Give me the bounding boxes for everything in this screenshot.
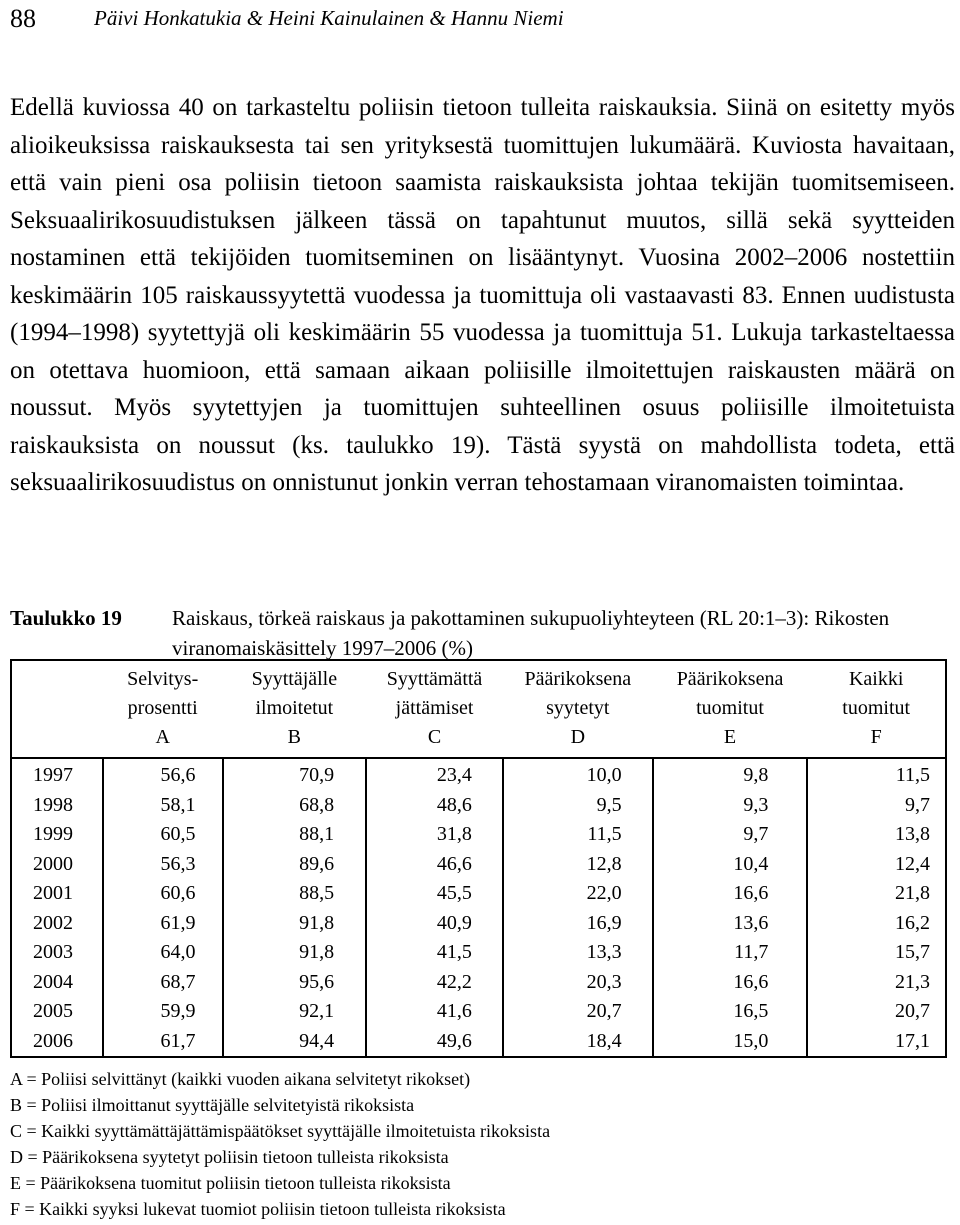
column-header-a-line1: Selvitys- (127, 668, 199, 690)
column-header-d-line2: syytetyt (546, 697, 610, 719)
year-cell: 1999 (33, 823, 73, 846)
column-header-a-line2: prosentti (127, 697, 198, 719)
value-cell-a: 68,7 (103, 968, 223, 998)
value-cell-d: 20,7 (503, 997, 653, 1027)
value-cell-c: 49,6 (366, 1027, 503, 1058)
value-cell-a: 58,1 (103, 791, 223, 821)
column-header-f-line2: tuomitut (842, 697, 911, 719)
value-cell-b: 91,8 (223, 909, 367, 939)
table-row (11, 791, 946, 821)
value-cell-f: 20,7 (895, 1000, 930, 1023)
column-header-e-line2: tuomitut (696, 697, 764, 719)
header-row-letters (11, 723, 946, 758)
table-label: Taulukko 19 (10, 606, 122, 630)
value-cell-d: 22,0 (503, 879, 653, 909)
value-cell-d: 11,5 (503, 820, 653, 850)
value-cell-d: 12,8 (503, 850, 653, 880)
value-cell-c: 41,5 (366, 938, 503, 968)
value-cell-e: 16,6 (653, 968, 808, 998)
value-cell-f: 11,5 (895, 764, 930, 787)
table-row (11, 1027, 946, 1058)
year-cell: 2003 (33, 941, 73, 964)
column-header-b-line1: Syyttäjälle (251, 668, 338, 690)
value-cell-e: 9,7 (653, 820, 808, 850)
value-cell-a: 64,0 (103, 938, 223, 968)
value-cell-b: 94,4 (223, 1027, 367, 1058)
year-cell: 2006 (33, 1029, 73, 1052)
value-cell-c: 46,6 (366, 850, 503, 880)
column-letter-a: A (103, 723, 223, 758)
value-cell-b: 68,8 (223, 791, 367, 821)
table-row (11, 938, 946, 968)
value-cell-f: 16,2 (895, 911, 930, 934)
value-cell-f: 13,8 (895, 823, 930, 846)
value-cell-a: 56,6 (103, 758, 223, 791)
column-header-e-line1: Päärikoksena (676, 668, 784, 690)
value-cell-c: 42,2 (366, 968, 503, 998)
value-cell-d: 18,4 (503, 1027, 653, 1058)
value-cell-b: 88,5 (223, 879, 367, 909)
value-cell-f: 15,7 (895, 941, 930, 964)
value-cell-c: 23,4 (366, 758, 503, 791)
table-notes (10, 1066, 550, 1222)
value-cell-d: 13,3 (503, 938, 653, 968)
value-cell-d: 16,9 (503, 909, 653, 939)
column-header-c-line2: jättämiset (395, 697, 474, 719)
header-row-line2 (11, 694, 946, 723)
value-cell-b: 95,6 (223, 968, 367, 998)
note-d: D = Päärikoksena syytetyt poliisin tietoon tulleista rikoksista (10, 1147, 449, 1167)
column-letter-b: B (223, 723, 367, 758)
value-cell-c: 31,8 (366, 820, 503, 850)
value-cell-e: 15,0 (653, 1027, 808, 1058)
table-row (11, 758, 946, 791)
value-cell-c: 40,9 (366, 909, 503, 939)
value-cell-b: 88,1 (223, 820, 367, 850)
value-cell-f: 12,4 (895, 852, 930, 875)
table-title: Raiskaus, törkeä raiskaus ja pakottaminen sukupuoliyhteyteen (RL 20:1–3): Rikosten viranomaiskäsittely 1997–2006 (%) (172, 606, 890, 660)
corner-cell (11, 723, 103, 758)
value-cell-e: 13,6 (653, 909, 808, 939)
value-cell-c: 41,6 (366, 997, 503, 1027)
year-cell: 2001 (33, 882, 73, 905)
value-cell-c: 45,5 (366, 879, 503, 909)
value-cell-e: 9,3 (653, 791, 808, 821)
column-header-c-line1: Syyttämättä (386, 668, 483, 690)
value-cell-f: 21,8 (895, 882, 930, 905)
year-cell: 2004 (33, 970, 73, 993)
table-body (11, 758, 946, 1057)
column-header-b-line2: ilmoitetut (255, 697, 334, 719)
table-row (11, 850, 946, 880)
value-cell-d: 20,3 (503, 968, 653, 998)
data-table (10, 659, 947, 1058)
table-row (11, 909, 946, 939)
body-paragraph: Edellä kuviossa 40 on tarkasteltu poliisin tietoon tulleita raiskauksia. Siinä on esitetty myös alioikeuksissa raiskauksesta tai sen yrityksestä tuomittujen lukumäärä. Kuviosta havaitaan, että vain pieni osa poliisin tietoon saamista raiskauksista johtaa tekijän tuomitsemiseen. Seksuaalirikosuudistuksen jälkeen tässä on tapahtunut muutos, sillä sekä syytteiden nostaminen että tekijöiden tuomitseminen on lisääntynyt. Vuosina 2002–2006 nostettiin keskimäärin 105 raiskaussyytettä vuodessa ja tuomittuja oli vastaavasti 83. Ennen uudistusta (1994–1998) syytettyjä oli keskimäärin 55 vuodessa ja tuomittuja 51. Lukuja tarkasteltaessa on otettava huomioon, että samaan aikaan poliisille ilmoitettujen raiskausten määrä on noussut. Myös syytettyjen ja tuomittujen suhteellinen osuus poliisille ilmoitetuista raiskauksista on noussut (ks. taulukko 19). Tästä syystä on mahdollista todeta, että seksuaalirikosuudistus on onnistunut jonkin verran tehostamaan viranomaisten toimintaa. (10, 94, 955, 496)
value-cell-a: 61,7 (103, 1027, 223, 1058)
page-number: 88 (10, 4, 36, 33)
value-cell-c: 48,6 (366, 791, 503, 821)
corner-cell (11, 694, 103, 723)
value-cell-a: 61,9 (103, 909, 223, 939)
value-cell-b: 91,8 (223, 938, 367, 968)
column-letter-c: C (366, 723, 503, 758)
note-b: B = Poliisi ilmoittanut syyttäjälle selvitetyistä rikoksista (10, 1095, 415, 1115)
note-f: F = Kaikki syyksi lukevat tuomiot poliisin tietoon tulleista rikoksista (10, 1199, 506, 1219)
year-cell: 2002 (33, 911, 73, 934)
value-cell-e: 9,8 (653, 758, 808, 791)
year-cell: 2005 (33, 1000, 73, 1023)
table-row (11, 968, 946, 998)
note-e: E = Päärikoksena tuomitut poliisin tietoon tulleista rikoksista (10, 1173, 451, 1193)
running-head-authors: Päivi Honkatukia & Heini Kainulainen & Hannu Niemi (94, 6, 564, 30)
value-cell-e: 11,7 (653, 938, 808, 968)
column-header-d-line1: Päärikoksena (524, 668, 632, 690)
value-cell-d: 9,5 (503, 791, 653, 821)
column-letter-f: F (807, 723, 946, 758)
value-cell-f: 17,1 (895, 1029, 930, 1052)
note-a: A = Poliisi selvittänyt (kaikki vuoden aikana selvitetyt rikokset) (10, 1069, 471, 1089)
value-cell-a: 60,6 (103, 879, 223, 909)
table-row (11, 820, 946, 850)
value-cell-e: 16,5 (653, 997, 808, 1027)
column-letter-d: D (503, 723, 653, 758)
column-letter-e: E (653, 723, 808, 758)
value-cell-a: 60,5 (103, 820, 223, 850)
value-cell-d: 10,0 (503, 758, 653, 791)
value-cell-a: 59,9 (103, 997, 223, 1027)
header-row-line1 (11, 660, 946, 694)
value-cell-e: 16,6 (653, 879, 808, 909)
note-c: C = Kaikki syyttämättäjättämispäätökset syyttäjälle ilmoitetuista rikoksista (10, 1121, 551, 1141)
value-cell-b: 89,6 (223, 850, 367, 880)
corner-cell (11, 660, 103, 694)
table-row (11, 997, 946, 1027)
year-cell: 2000 (33, 852, 73, 875)
column-header-f-line1: Kaikki (848, 668, 904, 690)
value-cell-a: 56,3 (103, 850, 223, 880)
value-cell-b: 70,9 (223, 758, 367, 791)
table-row (11, 879, 946, 909)
value-cell-f: 9,7 (905, 793, 930, 816)
value-cell-b: 92,1 (223, 997, 367, 1027)
year-cell: 1997 (33, 764, 73, 787)
value-cell-e: 10,4 (653, 850, 808, 880)
value-cell-f: 21,3 (895, 970, 930, 993)
year-cell: 1998 (33, 793, 73, 816)
